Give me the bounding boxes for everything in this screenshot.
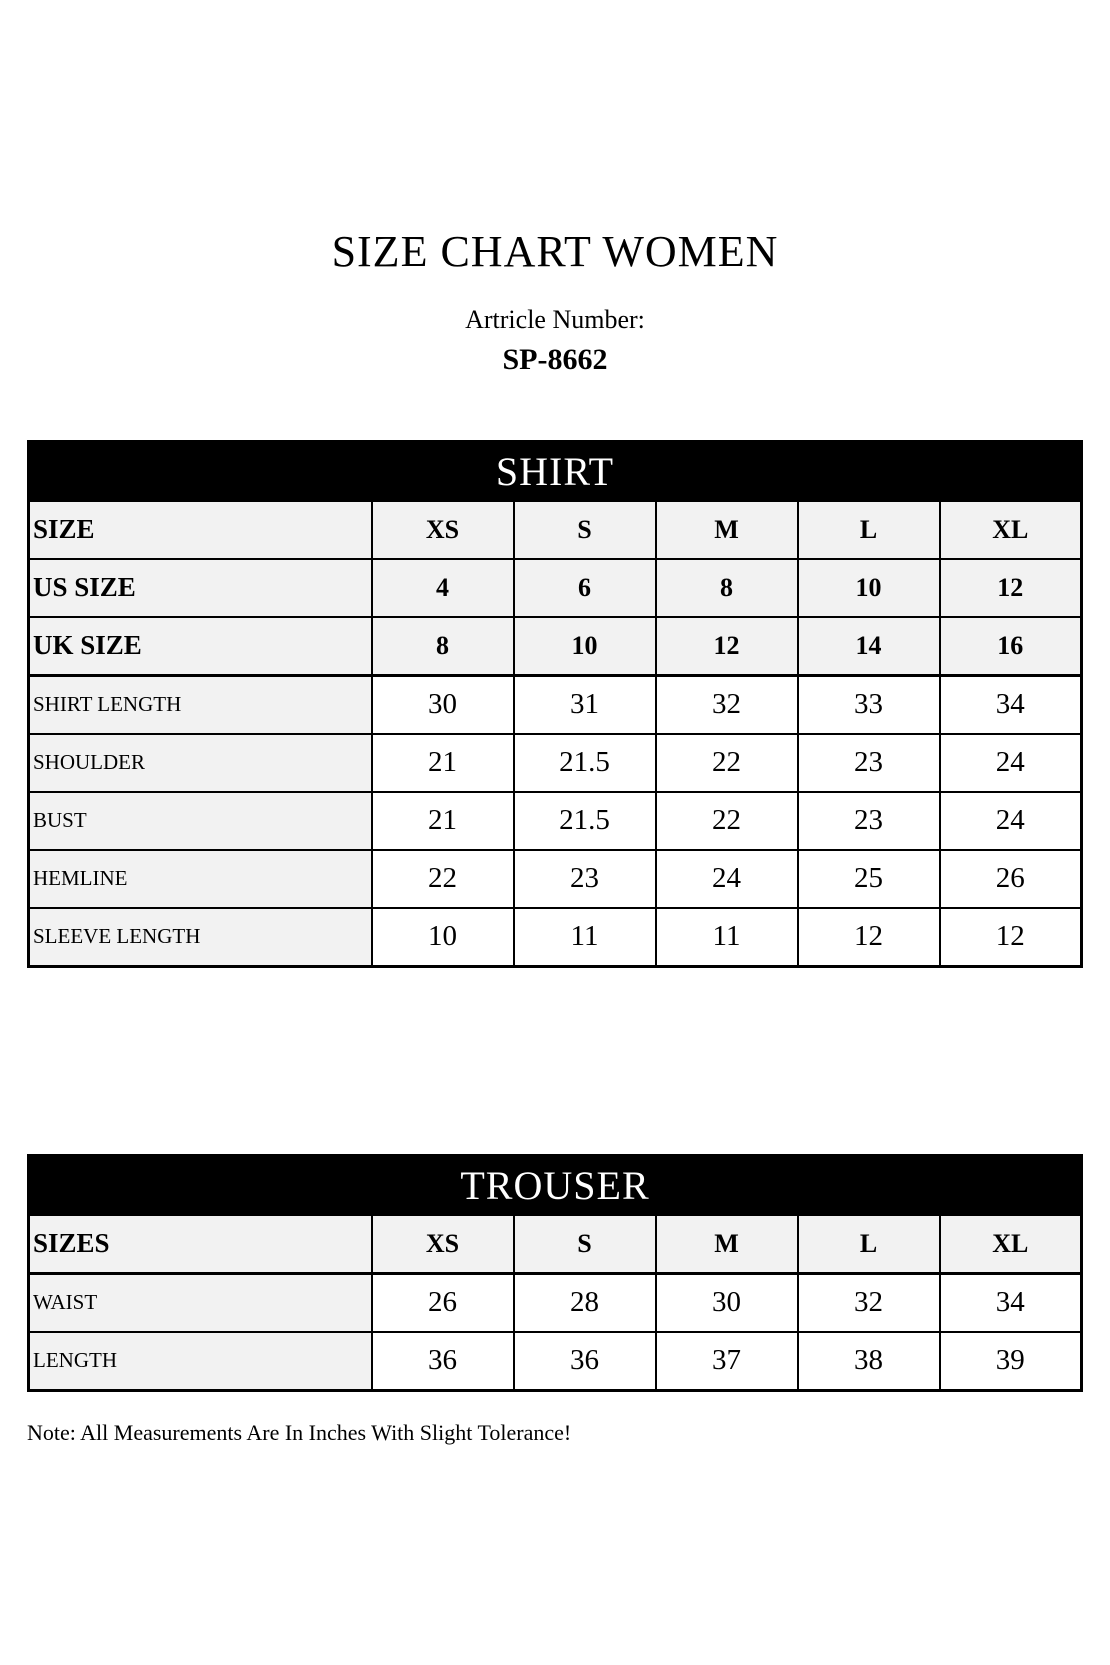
cell-value: 12: [940, 559, 1082, 617]
row-label: US SIZE: [29, 559, 372, 617]
row-label: SIZE: [29, 501, 372, 559]
cell-value: 23: [514, 850, 656, 908]
cell-value: 10: [514, 617, 656, 676]
shirt-row-shirt-length: [29, 675, 1082, 734]
cell-value: 6: [514, 559, 656, 617]
row-label: SHOULDER: [29, 734, 372, 792]
cell-value: 22: [372, 850, 514, 908]
cell-value: 21: [372, 734, 514, 792]
cell-value: 39: [940, 1332, 1082, 1391]
cell-value: XS: [372, 501, 514, 559]
cell-value: 12: [798, 908, 940, 967]
cell-value: 37: [656, 1332, 798, 1391]
cell-value: 31: [514, 675, 656, 734]
cell-value: XS: [372, 1215, 514, 1274]
shirt-row-size: [29, 501, 1082, 559]
cell-value: 11: [514, 908, 656, 967]
cell-value: 16: [940, 617, 1082, 676]
cell-value: XL: [940, 1215, 1082, 1274]
cell-value: 22: [656, 792, 798, 850]
cell-value: 12: [656, 617, 798, 676]
cell-value: 32: [656, 675, 798, 734]
trouser-table-header-row: [29, 1155, 1082, 1215]
shirt-row-sleeve-length: [29, 908, 1082, 967]
row-label: WAIST: [29, 1273, 372, 1332]
article-number-label: Artricle Number:: [465, 304, 645, 334]
cell-value: 10: [372, 908, 514, 967]
cell-value: 14: [798, 617, 940, 676]
cell-value: 8: [656, 559, 798, 617]
trouser-row-length: [29, 1332, 1082, 1391]
cell-value: 24: [656, 850, 798, 908]
cell-value: 11: [656, 908, 798, 967]
shirt-table-title: SHIRT: [29, 441, 1082, 501]
cell-value: 36: [514, 1332, 656, 1391]
shirt-row-us-size: [29, 559, 1082, 617]
measurement-note: Note: All Measurements Are In Inches With Slight Tolerance!: [27, 1419, 572, 1445]
cell-value: 4: [372, 559, 514, 617]
shirt-size-table: [27, 440, 1083, 968]
cell-value: 24: [940, 792, 1082, 850]
shirt-row-shoulder: [29, 734, 1082, 792]
trouser-table-title: TROUSER: [29, 1155, 1082, 1215]
cell-value: 21.5: [514, 792, 656, 850]
cell-value: S: [514, 501, 656, 559]
row-label: BUST: [29, 792, 372, 850]
cell-value: M: [656, 1215, 798, 1274]
row-label: LENGTH: [29, 1332, 372, 1391]
trouser-row-sizes: [29, 1215, 1082, 1274]
cell-value: 33: [798, 675, 940, 734]
shirt-row-hemline: [29, 850, 1082, 908]
cell-value: M: [656, 501, 798, 559]
cell-value: 30: [656, 1273, 798, 1332]
page-title: SIZE CHART WOMEN: [331, 227, 779, 276]
shirt-table-header-row: [29, 441, 1082, 501]
cell-value: 10: [798, 559, 940, 617]
cell-value: 23: [798, 792, 940, 850]
cell-value: 12: [940, 908, 1082, 967]
cell-value: 24: [940, 734, 1082, 792]
cell-value: 22: [656, 734, 798, 792]
row-label: SHIRT LENGTH: [29, 675, 372, 734]
cell-value: 28: [514, 1273, 656, 1332]
row-label: UK SIZE: [29, 617, 372, 676]
cell-value: 34: [940, 1273, 1082, 1332]
cell-value: L: [798, 1215, 940, 1274]
cell-value: L: [798, 501, 940, 559]
cell-value: 26: [940, 850, 1082, 908]
trouser-row-waist: [29, 1273, 1082, 1332]
shirt-row-bust: [29, 792, 1082, 850]
cell-value: 25: [798, 850, 940, 908]
cell-value: 38: [798, 1332, 940, 1391]
cell-value: 23: [798, 734, 940, 792]
shirt-row-uk-size: [29, 617, 1082, 676]
cell-value: 26: [372, 1273, 514, 1332]
cell-value: S: [514, 1215, 656, 1274]
cell-value: 21: [372, 792, 514, 850]
cell-value: 21.5: [514, 734, 656, 792]
cell-value: 34: [940, 675, 1082, 734]
cell-value: 30: [372, 675, 514, 734]
row-label: HEMLINE: [29, 850, 372, 908]
cell-value: 8: [372, 617, 514, 676]
row-label: SIZES: [29, 1215, 372, 1274]
row-label: SLEEVE LENGTH: [29, 908, 372, 967]
cell-value: 36: [372, 1332, 514, 1391]
cell-value: 32: [798, 1273, 940, 1332]
article-number-value: SP-8662: [502, 342, 608, 376]
cell-value: XL: [940, 501, 1082, 559]
trouser-size-table: [27, 1154, 1083, 1392]
